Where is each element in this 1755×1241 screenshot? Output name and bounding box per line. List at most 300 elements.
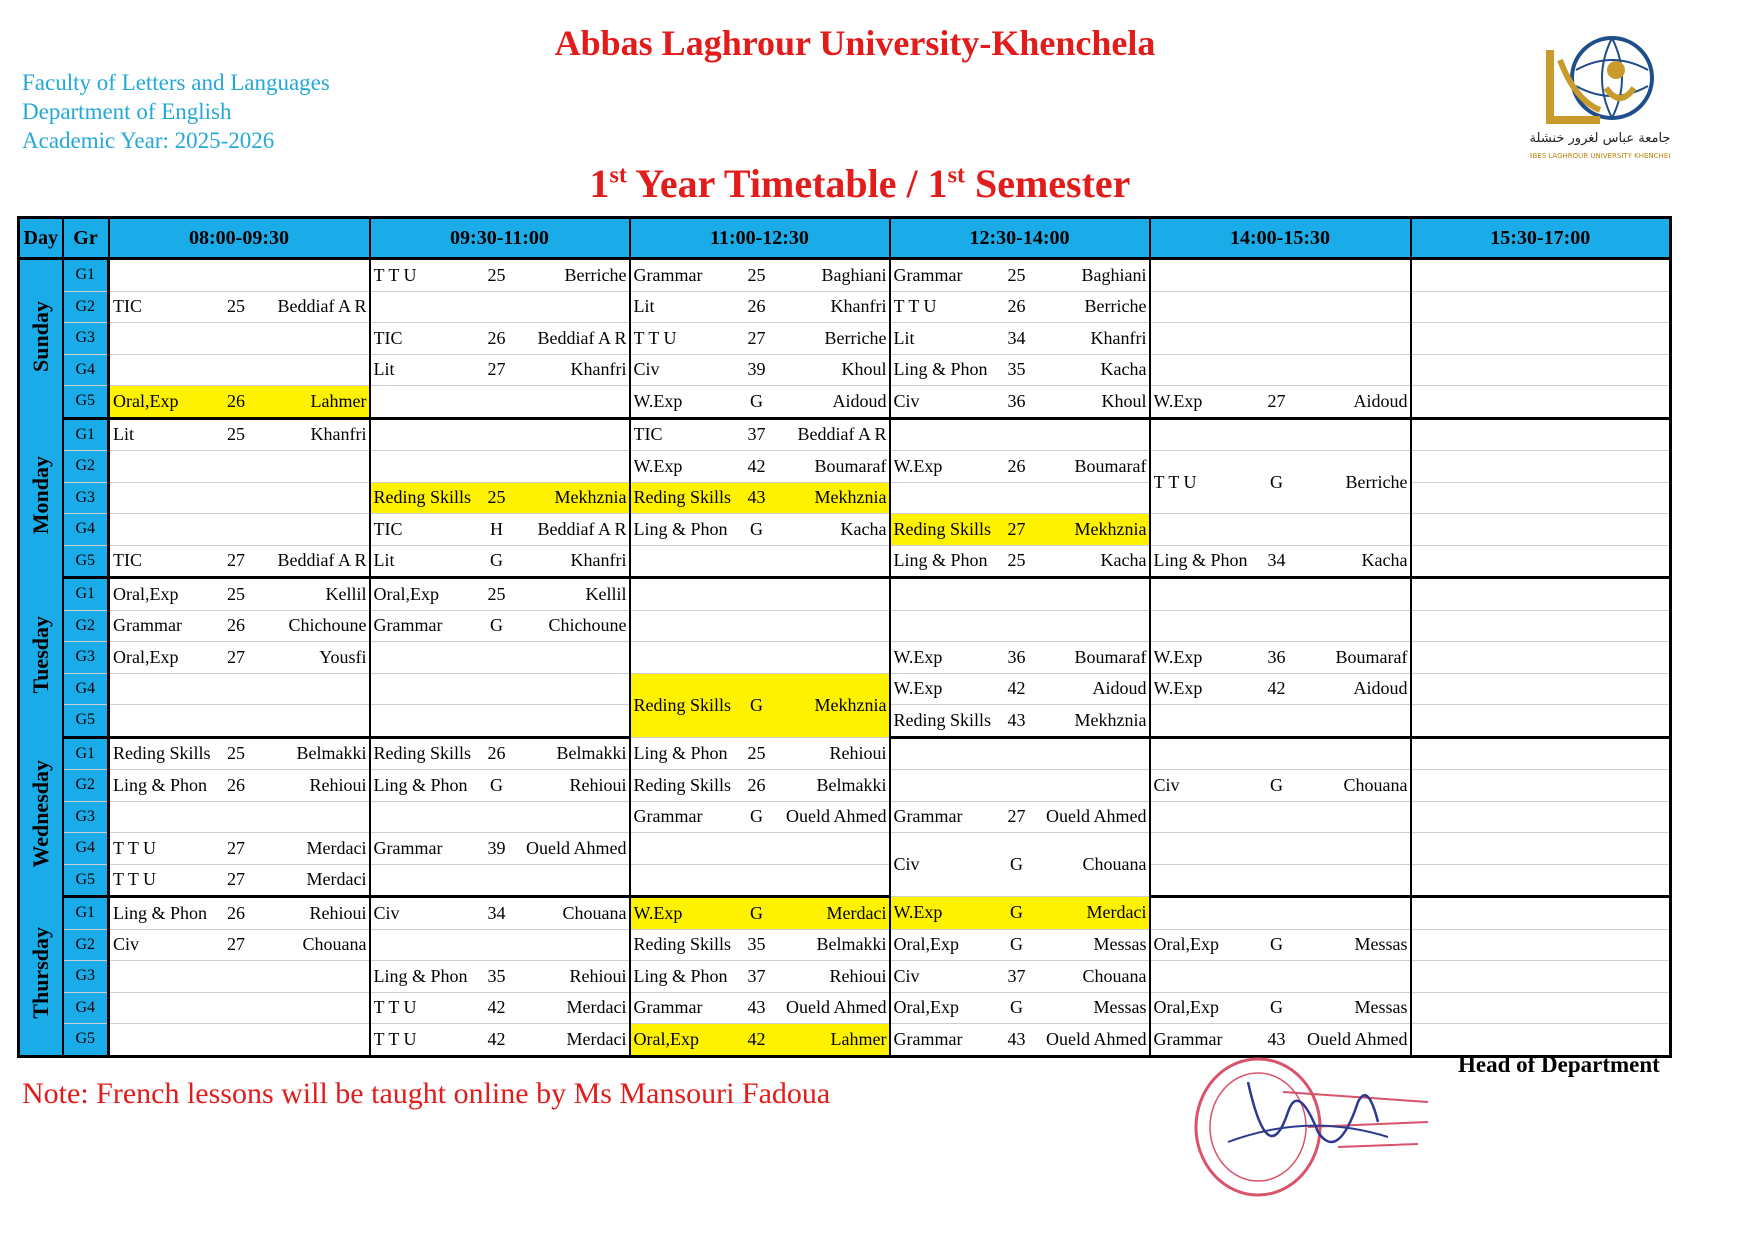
class-teacher: Chouana [302,934,367,955]
class-teacher: Merdaci [1086,902,1147,923]
timetable-cell [370,578,630,611]
class-subject: Lit [113,424,134,445]
class-room: G [1010,854,1023,874]
timetable-cell [1150,992,1411,1024]
class-subject: Ling & Phon [373,965,468,986]
group-label: G1 [63,737,109,770]
class-subject: Oral,Exp [633,1028,699,1049]
timetable-cell [1150,610,1411,642]
class-room: 26 [1007,455,1026,476]
class-subject: T T U [113,869,157,890]
day-label [19,737,63,897]
class-entry [631,386,889,417]
class-teacher: Merdaci [306,837,367,858]
class-room: G [490,615,503,636]
timetable-cell [890,323,1150,355]
class-subject: W.Exp [893,455,943,476]
day-label [19,897,63,1057]
class-room: 35 [747,934,766,955]
department-name: Department of English [22,99,232,124]
timetable-cell [1411,770,1671,802]
class-subject: Reding Skills [373,487,472,508]
timetable-cell [890,418,1150,451]
timetable-cell [1150,323,1411,355]
class-teacher: Oueld Ahmed [526,837,627,858]
class-room: 25 [1007,550,1026,571]
timetable-cell [370,929,630,961]
timetable-cell [370,833,630,865]
timetable-cell [630,482,890,514]
class-entry [631,292,889,323]
timetable-cell [109,418,370,451]
faculty-name: Faculty of Letters and Languages [22,70,330,95]
timetable-cell [1411,992,1671,1024]
class-teacher: Kacha [1100,359,1147,380]
class-entry [1151,546,1410,577]
group-label: G3 [63,801,109,833]
class-entry [371,993,629,1024]
timetable-cell [890,482,1150,514]
class-teacher: Lahmer [310,390,367,411]
timetable-cell [890,992,1150,1024]
class-subject: W.Exp [893,902,943,923]
class-entry [371,355,629,386]
class-room: 26 [747,296,766,317]
timetable-cell [370,961,630,993]
class-teacher: Oueld Ahmed [786,806,887,827]
table-row [19,514,1671,546]
academic-year: Academic Year: 2025-2026 [22,128,275,153]
class-entry [371,961,629,992]
timetable-cell [109,897,370,930]
timetable-cell [1150,961,1411,993]
group-label: G5 [63,1024,109,1057]
class-subject: T T U [893,296,937,317]
group-label: G4 [63,992,109,1024]
slot-header: 11:00-12:30 [630,218,890,259]
class-entry [631,993,889,1024]
timetable-cell [890,897,1150,930]
class-teacher: Beddiaf A R [797,424,887,445]
timetable-cell [370,801,630,833]
class-subject: Oral,Exp [113,646,179,667]
timetable-cell [630,961,890,993]
class-teacher: Merdaci [306,869,367,890]
class-subject: TIC [113,296,142,317]
class-subject: Reding Skills [893,709,992,730]
class-teacher: Aidoud [1353,390,1408,411]
class-subject: W.Exp [893,646,943,667]
class-entry [891,292,1149,323]
timetable-cell [370,514,630,546]
day-label [19,578,63,738]
class-teacher: Rehioui [309,774,367,795]
class-entry [371,1024,629,1055]
class-teacher: Mekhznia [814,694,887,715]
class-subject: Ling & Phon [633,518,728,539]
class-entry [1151,386,1410,417]
class-entry [110,611,369,642]
class-teacher: Rehioui [309,902,367,923]
timetable-cell [370,291,630,323]
class-teacher: Merdaci [566,997,627,1018]
class-entry [631,260,889,291]
class-teacher: Chichoune [288,615,367,636]
timetable-cell [630,545,890,578]
university-title: Abbas Laghrour University-Khenchela [554,23,1156,63]
timetable-cell [1150,897,1411,930]
class-entry [891,323,1149,354]
timetable-cell [1411,545,1671,578]
class-room: G [1270,934,1283,955]
class-subject: Reding Skills [113,743,211,764]
timetable-cell [1150,673,1411,705]
class-entry [110,833,369,864]
class-room: 35 [1007,359,1026,380]
class-room: 26 [227,390,245,411]
class-teacher: Baghiani [1081,264,1147,285]
timetable-cell [630,514,890,546]
timetable-cell [109,323,370,355]
class-entry [631,802,889,833]
class-subject: Reding Skills [893,518,992,539]
class-teacher: Rehioui [569,774,627,795]
class-entry [371,546,629,577]
class-teacher: Khanfri [570,359,627,380]
class-entry [1151,930,1410,961]
timetable-cell [1150,545,1411,578]
class-room: G [750,902,763,923]
day-name: Thursday [27,927,53,1019]
timetable-cell [890,961,1150,993]
timetable-cell [370,992,630,1024]
table-row [19,418,1671,451]
class-teacher: Kacha [1361,550,1408,571]
group-label: G4 [63,514,109,546]
class-teacher: Kacha [840,518,887,539]
timetable-cell [370,770,630,802]
timetable-cell [109,864,370,897]
class-subject: TIC [633,424,663,445]
timetable-cell [890,929,1150,961]
class-entry [371,323,629,354]
timetable-cell [1150,291,1411,323]
timetable-cell [1150,578,1411,611]
timetable-cell [1150,770,1411,802]
class-subject: Grammar [373,615,443,636]
table-row [19,545,1671,578]
class-room: 27 [1267,390,1286,411]
table-row [19,291,1671,323]
class-teacher: Khoul [1101,390,1147,411]
class-teacher: Khoul [841,359,887,380]
timetable-cell [890,514,1150,546]
class-subject: Ling & Phon [633,742,728,763]
class-subject: Ling & Phon [113,774,208,795]
slot-header: 14:00-15:30 [1150,218,1411,259]
class-subject: W.Exp [1153,678,1203,699]
class-room: 25 [487,583,506,604]
class-entry [631,514,889,545]
class-room: 34 [1007,327,1026,348]
timetable-cell [1150,451,1411,514]
class-teacher: Berriche [564,264,627,285]
timetable-cell [1150,418,1411,451]
table-row [19,833,1671,865]
class-entry [891,514,1149,545]
timetable-cell [890,801,1150,833]
class-teacher: Kacha [1100,550,1147,571]
class-entry [891,961,1149,992]
class-teacher: Chichoune [548,615,627,636]
class-entry [1151,674,1410,705]
slot-header: 08:00-09:30 [109,218,370,259]
class-teacher: Aidoud [832,390,887,411]
class-teacher: Messas [1093,934,1147,955]
class-teacher: Belmakki [816,774,887,795]
class-room: 35 [487,965,506,986]
class-subject: Ling & Phon [1153,550,1248,571]
class-teacher: Aidoud [1353,678,1408,699]
class-subject: Civ [633,359,660,380]
group-label: G4 [63,354,109,386]
day-name: Tuesday [27,616,53,694]
day-column-header: Day [19,218,63,259]
class-entry [1151,642,1410,673]
timetable-cell [1150,705,1411,738]
class-teacher: Merdaci [826,902,887,923]
class-room: 27 [227,646,245,667]
timetable-cell [370,897,630,930]
class-subject: TIC [373,327,403,348]
class-room: G [750,518,763,539]
class-teacher: Kellil [325,583,367,604]
class-subject: Lit [893,327,915,348]
day-name: Wednesday [27,760,53,869]
timetable-cell [1150,354,1411,386]
table-row [19,451,1671,483]
class-room: 25 [487,487,506,508]
table-row [19,673,1671,705]
class-subject: Oral,Exp [1153,997,1219,1018]
class-entry [631,1024,889,1055]
class-teacher: Mekhznia [814,487,887,508]
class-entry [110,386,369,417]
timetable-cell [630,451,890,483]
class-room: G [1010,997,1023,1018]
table-row [19,482,1671,514]
class-subject: Oral,Exp [893,934,959,955]
class-room: 43 [1007,1028,1026,1049]
class-subject: T T U [113,837,157,858]
timetable-cell [630,864,890,897]
class-teacher: Oueld Ahmed [1046,806,1147,827]
class-teacher: Beddiaf A R [277,296,367,317]
group-label: G3 [63,323,109,355]
timetable-cell [630,610,890,642]
class-teacher: Rehioui [569,965,627,986]
class-room: 36 [1007,646,1026,667]
class-room: G [490,774,503,795]
class-subject: Civ [113,934,140,955]
class-subject: Ling & Phon [373,774,468,795]
svg-text:ABBES LAGHROUR UNIVERSITY KHEN: ABBES LAGHROUR UNIVERSITY KHENCHELA [1530,152,1670,160]
class-subject: Civ [893,965,920,986]
timetable-cell [109,291,370,323]
table-row [19,259,1671,292]
timetable-cell [109,482,370,514]
class-room: G [1270,471,1283,492]
class-teacher: Messas [1354,997,1408,1018]
department-stamp [1188,1052,1448,1202]
class-teacher: Mekhznia [554,487,627,508]
timetable-cell [1150,259,1411,292]
table-row [19,323,1671,355]
timetable-cell [1411,386,1671,419]
class-room: G [1270,997,1283,1018]
header-row [19,218,1671,259]
timetable-cell [109,992,370,1024]
group-label: G1 [63,418,109,451]
class-teacher: Boumaraf [1335,646,1408,667]
table-row [19,578,1671,611]
slot-header: 15:30-17:00 [1411,218,1671,259]
table-row [19,801,1671,833]
class-teacher: Chouana [1343,774,1408,795]
class-room: 43 [1267,1028,1286,1049]
table-row [19,642,1671,674]
table-row [19,354,1671,386]
timetable-cell [630,578,890,611]
timetable-cell [1411,673,1671,705]
class-entry [631,451,889,482]
class-room: G [1010,902,1023,923]
group-label: G2 [63,451,109,483]
timetable-cell [630,259,890,292]
timetable-title: 1st Year Timetable / 1st Semester [589,161,1131,206]
group-label: G4 [63,833,109,865]
class-room: 43 [747,487,766,508]
class-entry [631,961,889,992]
class-subject: TIC [113,550,142,571]
timetable-cell [890,642,1150,674]
class-room: 25 [1007,264,1026,285]
class-teacher: Boumaraf [814,455,887,476]
class-entry [891,642,1149,673]
class-teacher: Chouana [1082,965,1147,986]
class-room: 25 [487,264,506,285]
class-teacher: Belmakki [296,743,367,764]
class-entry [371,770,629,801]
class-entry [631,483,889,514]
class-entry [891,802,1149,833]
class-subject: Oral,Exp [373,583,439,604]
timetable-cell [109,545,370,578]
class-subject: Grammar [633,997,703,1018]
class-teacher: Berriche [1084,296,1147,317]
class-entry [110,739,369,770]
group-label: G1 [63,259,109,292]
class-room: 39 [487,837,506,858]
class-entry [1151,1024,1410,1055]
class-room: 25 [227,296,245,317]
class-subject: Grammar [893,264,963,285]
day-name: Monday [27,456,53,535]
timetable-cell [630,992,890,1024]
class-subject: Grammar [373,837,443,858]
class-room: 27 [747,327,766,348]
faculty-block [22,68,330,155]
timetable-cell [1411,642,1671,674]
class-entry [891,705,1149,736]
class-entry [110,770,369,801]
class-subject: Ling & Phon [893,359,988,380]
group-label: G5 [63,864,109,897]
timetable-cell [890,673,1150,705]
class-entry [110,898,369,929]
class-subject: T T U [1153,471,1197,492]
timetable-cell [1411,961,1671,993]
class-teacher: Messas [1354,934,1408,955]
class-entry [891,930,1149,961]
class-subject: Oral,Exp [113,390,179,411]
class-subject: W.Exp [633,390,683,411]
class-teacher: Rehioui [829,742,887,763]
class-entry [891,993,1149,1024]
table-row [19,897,1671,930]
class-subject: T T U [373,264,417,285]
class-room: 43 [1007,709,1026,730]
timetable-cell [630,801,890,833]
class-entry [891,897,1149,929]
class-teacher: Boumaraf [1074,646,1147,667]
class-entry [110,865,369,896]
class-entry [371,898,629,929]
timetable-cell [370,737,630,770]
class-entry [891,1024,1149,1055]
class-entry [891,260,1149,291]
timetable-cell [890,291,1150,323]
timetable-cell [109,961,370,993]
class-teacher: Oueld Ahmed [1307,1028,1408,1049]
timetable-cell [890,610,1150,642]
timetable-cell [109,386,370,419]
class-subject: T T U [633,327,677,348]
timetable-cell [1150,642,1411,674]
class-room: 43 [747,997,766,1018]
class-teacher: Berriche [824,327,887,348]
timetable [17,216,1672,1058]
timetable-cell [890,833,1150,897]
class-entry [371,483,629,514]
timetable-cell [1411,354,1671,386]
group-label: G3 [63,961,109,993]
class-teacher: Oueld Ahmed [786,997,887,1018]
timetable-cell [109,673,370,705]
class-teacher: Berriche [1345,471,1408,492]
slot-header: 12:30-14:00 [890,218,1150,259]
class-room: G [490,550,503,571]
class-subject: Reding Skills [373,743,472,764]
class-teacher: Boumaraf [1074,455,1147,476]
class-teacher: Khanfri [570,550,627,571]
class-room: 26 [227,774,245,795]
class-subject: Oral,Exp [1153,934,1219,955]
class-entry [371,739,629,770]
class-entry [891,386,1149,417]
timetable-cell [109,642,370,674]
table-row [19,961,1671,993]
